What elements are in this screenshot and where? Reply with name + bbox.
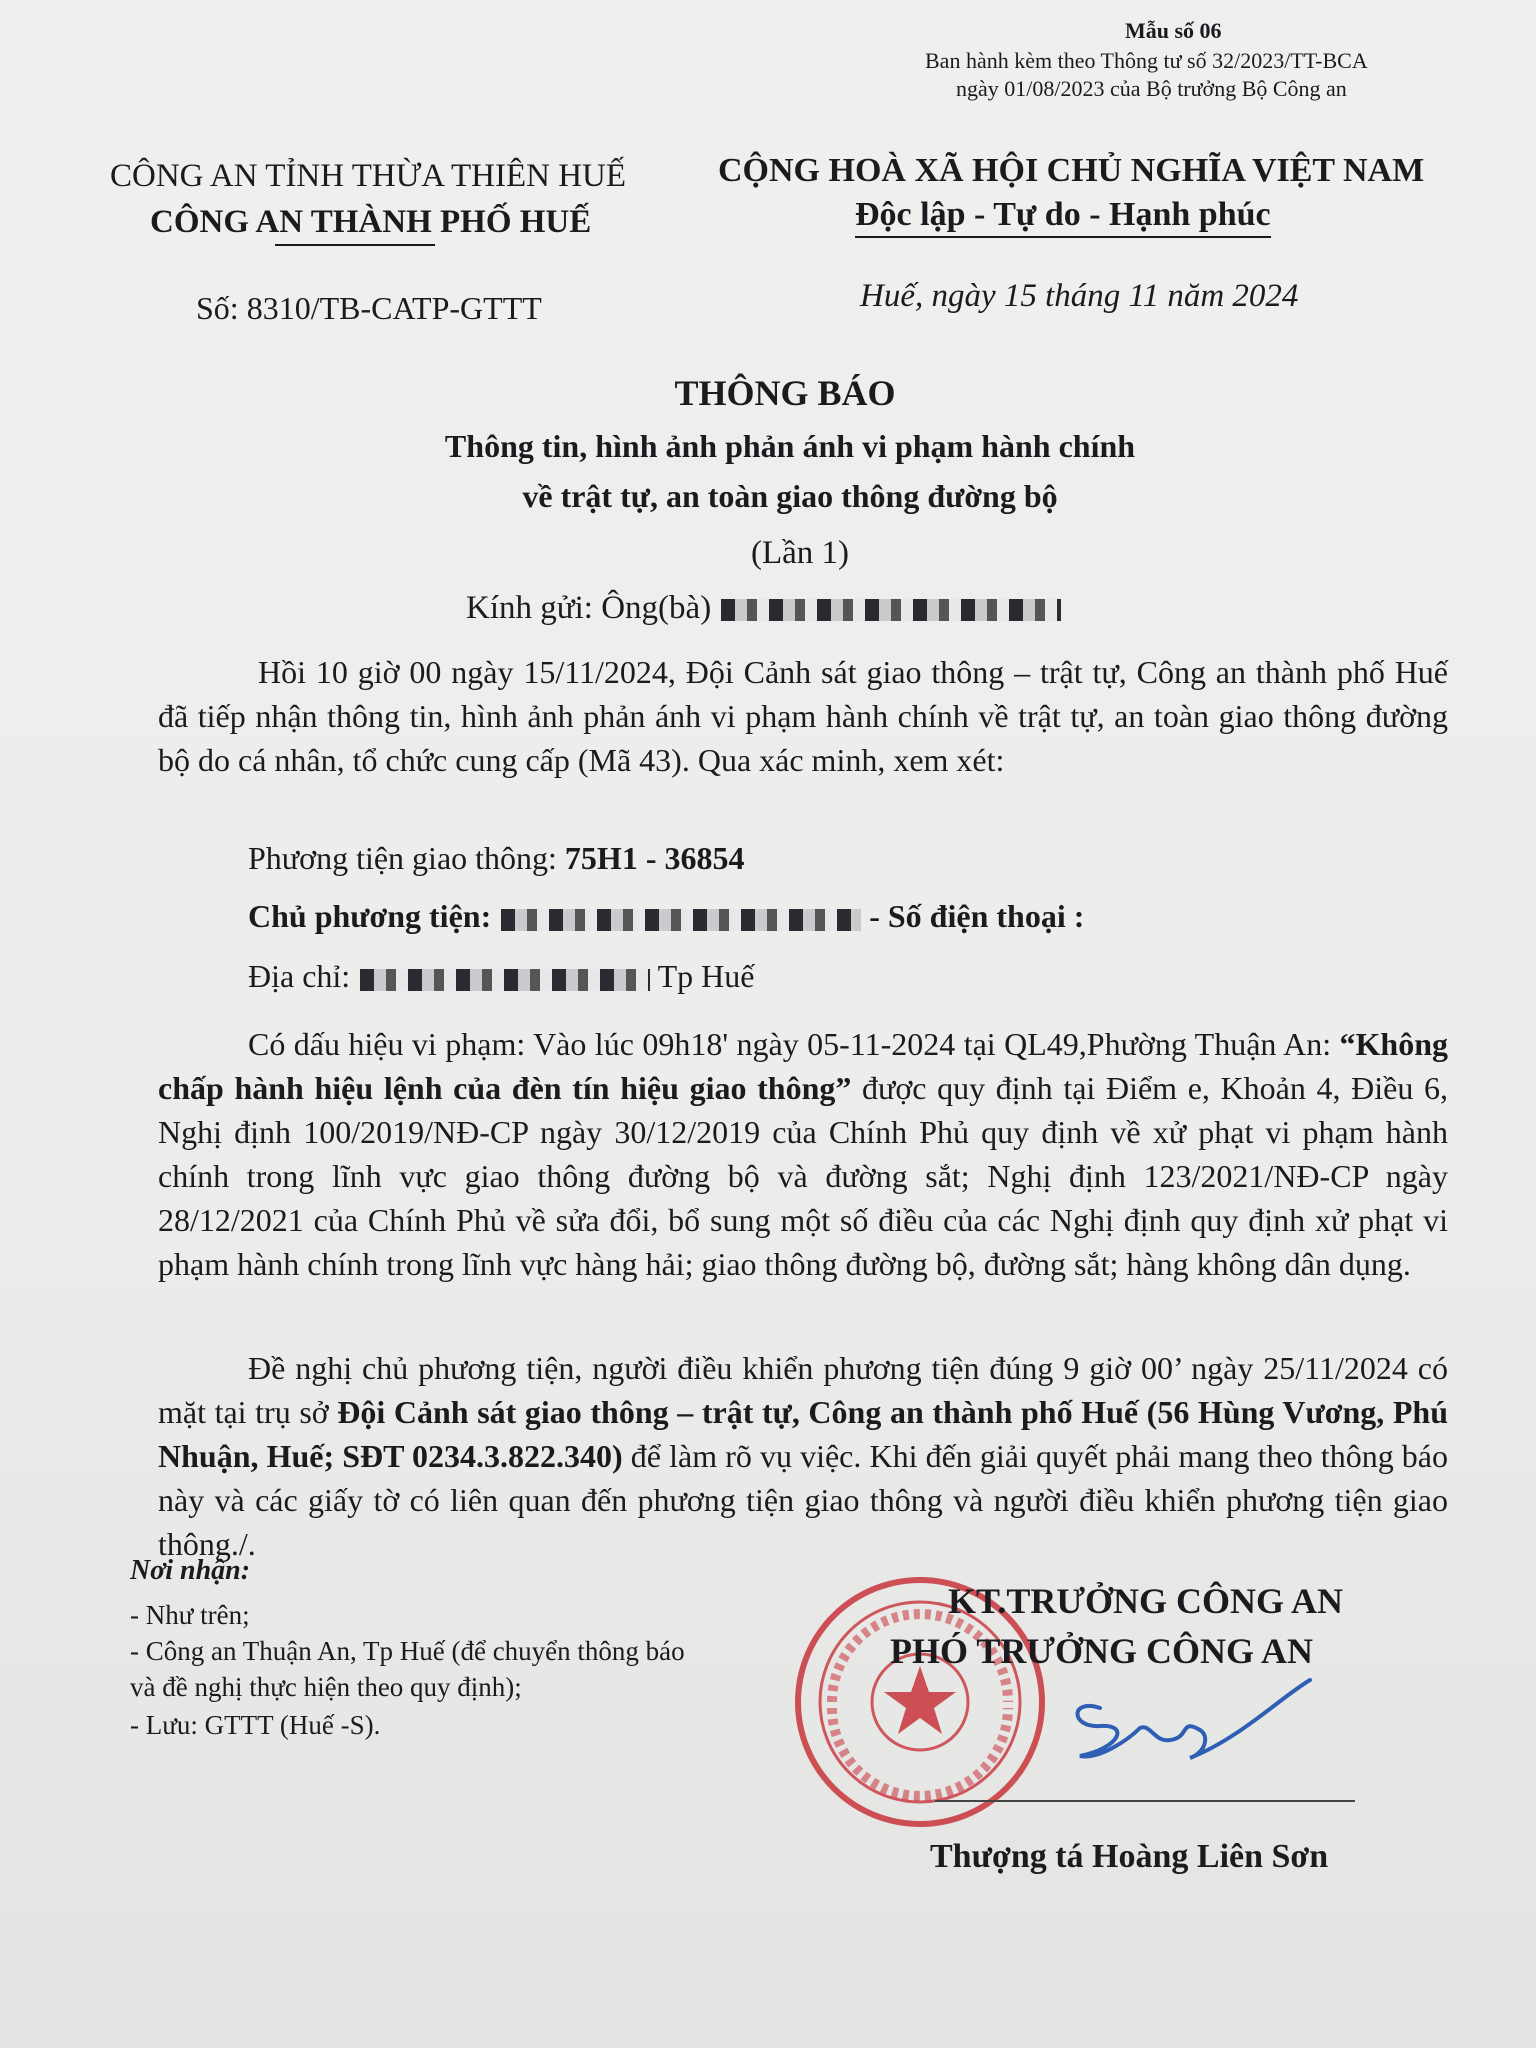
paragraph-violation bbox=[158, 1022, 1448, 1286]
phone-label: - Số điện thoại : bbox=[869, 898, 1085, 934]
address-label: Địa chỉ: bbox=[248, 958, 351, 994]
recipient-label: Kính gửi: Ông(bà) bbox=[466, 590, 712, 626]
request-outro: để làm rõ vụ việc. Khi đến giải quyết phải mang theo thông báo này và các giấy tờ có liên quan đến phương tiện giao thông và người điều khiển phương tiện giao thông./. bbox=[158, 1438, 1449, 1562]
nation-name: CỘNG HOÀ XÃ HỘI CHỦ NGHĨA VIỆT NAM bbox=[718, 152, 1425, 189]
sign-title-1: KT.TRƯỞNG CÔNG AN bbox=[948, 1581, 1344, 1621]
recipient-item: - Công an Thuận An, Tp Huế (để chuyển thông báo bbox=[130, 1636, 685, 1666]
recipient-line bbox=[466, 590, 1061, 627]
nation-motto: Độc lập - Tự do - Hạnh phúc bbox=[855, 196, 1271, 238]
recipients-heading: Nơi nhận: bbox=[130, 1555, 251, 1586]
violation-act: “Không chấp hành hiệu lệnh của đèn tín hiệu giao thông” bbox=[158, 1026, 1448, 1106]
address-line bbox=[248, 958, 754, 995]
redacted-name bbox=[721, 599, 1061, 621]
redacted-address bbox=[360, 969, 650, 991]
recipient-item: - Như trên; bbox=[130, 1600, 250, 1630]
document-subtitle-2: về trật tự, an toàn giao thông đường bộ bbox=[522, 478, 1058, 514]
sign-title-2: PHÓ TRƯỞNG CÔNG AN bbox=[890, 1631, 1314, 1671]
vehicle-line bbox=[248, 840, 744, 877]
redacted-owner bbox=[501, 909, 861, 931]
document-subtitle-1: Thông tin, hình ảnh phản ánh vi phạm hành chính bbox=[444, 428, 1136, 464]
recipient-item: và đề nghị thực hiện theo quy định); bbox=[130, 1672, 522, 1702]
address-city: Tp Huế bbox=[657, 958, 755, 994]
form-number: Mẫu số 06 bbox=[1125, 18, 1222, 43]
paragraph-request bbox=[158, 1346, 1448, 1566]
request-intro: Đề nghị chủ phương tiện, người điều khiển phương tiện đúng 9 giờ 00’ ngày 25/11/2024 có mặt tại trụ sở bbox=[158, 1350, 1448, 1430]
owner-label: Chủ phương tiện: bbox=[248, 898, 492, 934]
handwritten-signature bbox=[1060, 1668, 1320, 1778]
attempt-number: (Lần 1) bbox=[750, 535, 850, 571]
paragraph-intro: Hồi 10 giờ 00 ngày 15/11/2024, Đội Cảnh sát giao thông – trật tự, Công an thành phố Huế đã tiếp nhận thông tin, hình ảnh phản ánh vi phạm hành chính về trật tự, an toàn giao thông đường bộ do cá nhân, tổ chức cung cấp (Mã 43). Qua xác minh, xem xét: bbox=[158, 654, 1448, 778]
form-date: ngày 01/08/2023 của Bộ trưởng Bộ Công an bbox=[956, 76, 1347, 101]
form-issued-by: Ban hành kèm theo Thông tư số 32/2023/TT-BCA bbox=[925, 48, 1368, 73]
violation-legal: được quy định tại Điểm e, Khoản 4, Điều 6, Nghị định 100/2019/NĐ-CP ngày 30/12/2019 của Chính Phủ quy định về xử phạt vi phạm hành chính trong lĩnh vực giao thông đường bộ và đường sắt; Nghị định 123/2021/NĐ-CP ngày 28/12/2021 của Chính Phủ về sửa đổi, bổ sung một số điều của các Nghị định quy định xử phạt vi phạm hành chính trong lĩnh vực hàng hải; giao thông đường bộ, đường sắt; hàng không dân dụng. bbox=[158, 1070, 1449, 1282]
place-date: Huế, ngày 15 tháng 11 năm 2024 bbox=[860, 278, 1299, 314]
document-title: THÔNG BÁO bbox=[674, 373, 896, 413]
org-underline bbox=[275, 244, 435, 246]
org-unit: CÔNG AN THÀNH PHỐ HUẾ bbox=[150, 204, 592, 240]
document-number: Số: 8310/TB-CATP-GTTT bbox=[196, 290, 542, 326]
org-parent: CÔNG AN TỈNH THỪA THIÊN HUẾ bbox=[110, 158, 627, 194]
recipient-item: - Lưu: GTTT (Huế -S). bbox=[130, 1710, 381, 1740]
vehicle-label: Phương tiện giao thông: bbox=[248, 840, 557, 876]
violation-intro: Có dấu hiệu vi phạm: Vào lúc 09h18' ngày 05-11-2024 tại QL49,Phường Thuận An: bbox=[248, 1026, 1340, 1062]
vehicle-plate: 75H1 - 36854 bbox=[564, 840, 745, 876]
request-office: Đội Cảnh sát giao thông – trật tự, Công an thành phố Huế (56 Hùng Vương, Phú Nhuận, Huế; SĐT 0234.3.822.340) bbox=[158, 1394, 1449, 1474]
signer-name: Thượng tá Hoàng Liên Sơn bbox=[930, 1838, 1329, 1875]
owner-line bbox=[248, 898, 1084, 935]
signature-line bbox=[935, 1800, 1355, 1802]
